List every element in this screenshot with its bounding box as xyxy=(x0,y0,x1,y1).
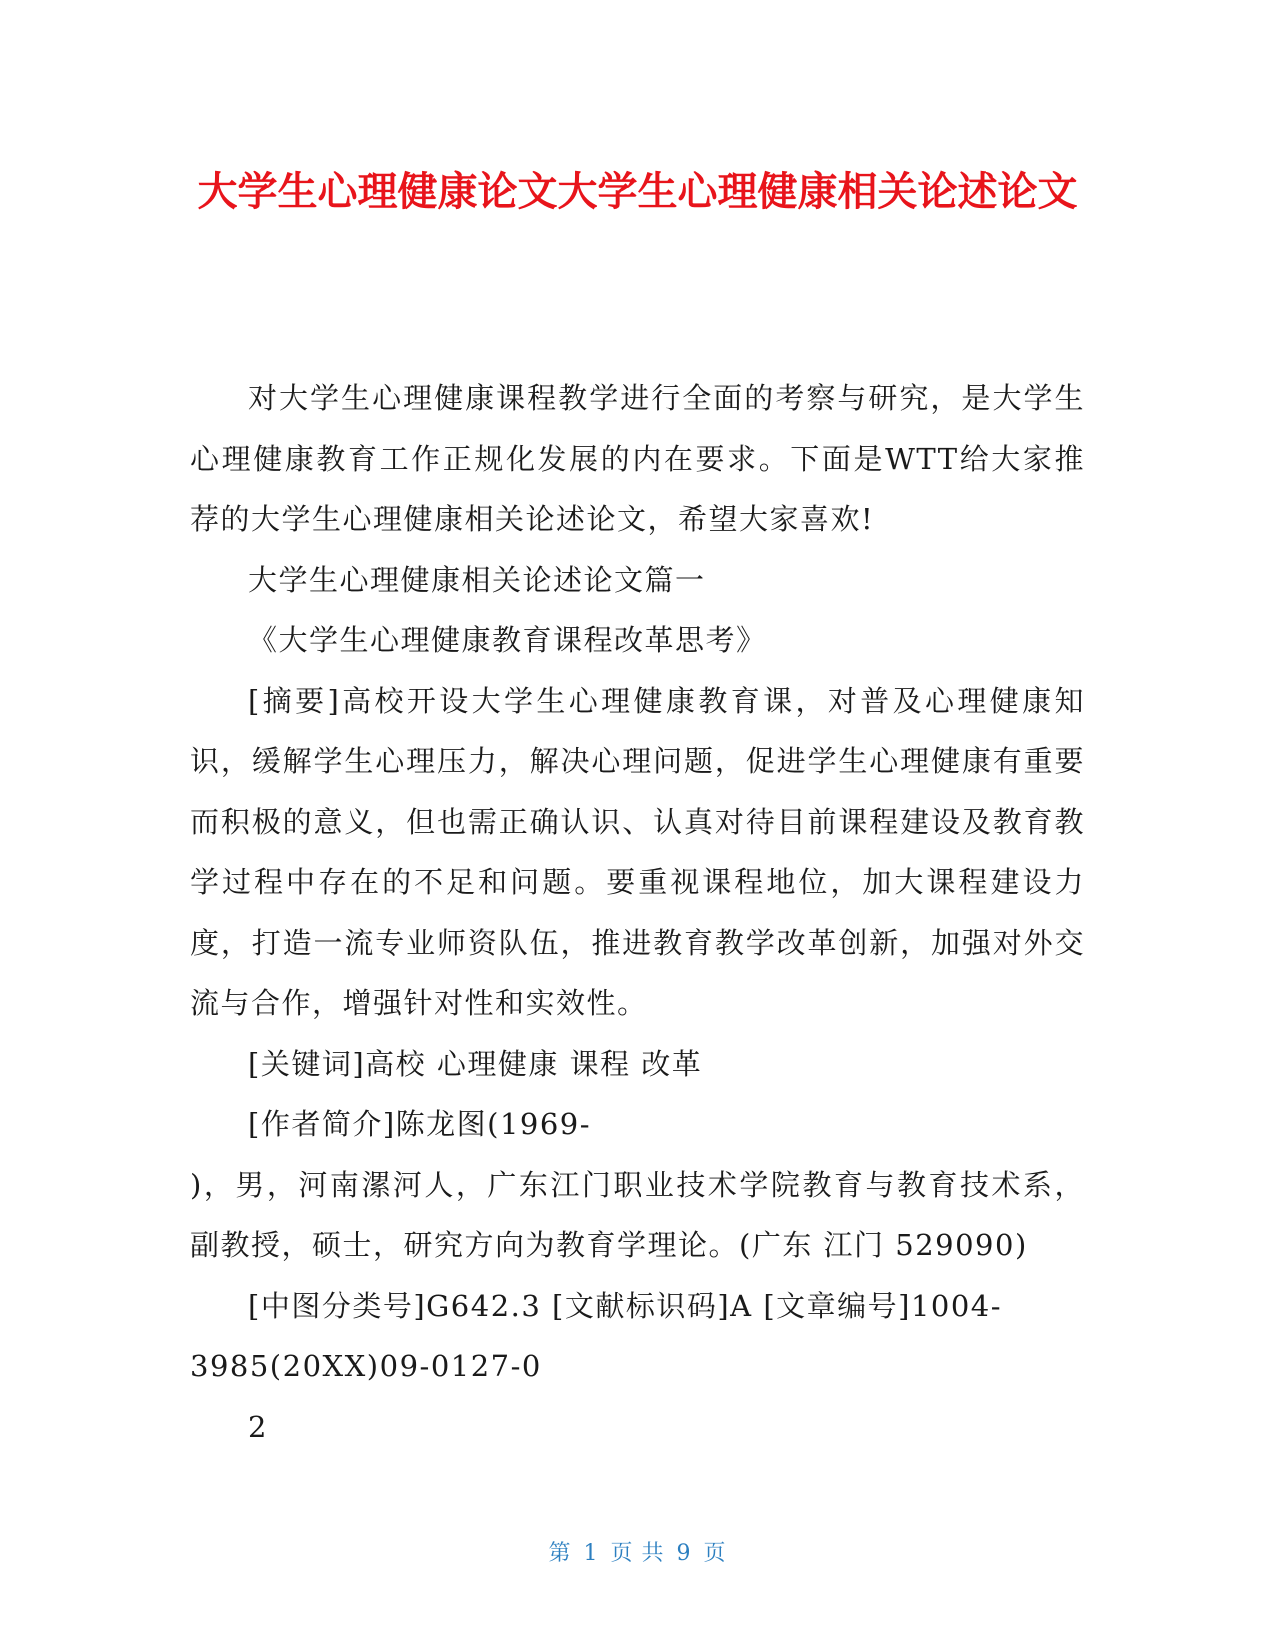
footer-middle: 页 共 xyxy=(610,1541,665,1566)
article-title: 《大学生心理健康教育课程改革思考》 xyxy=(248,623,767,657)
document-body xyxy=(190,368,1085,1457)
footer-total-pages: 9 xyxy=(676,1541,692,1566)
classification-line: [中图分类号]G642.3 [文献标识码]A [文章编号]1004- xyxy=(248,1288,1003,1323)
document-title: 大学生心理健康论文大学生心理健康相关论述论文 xyxy=(197,169,1078,215)
author-intro-continued: )，男，河南漯河人，广东江门职业技术学院教育与教育技术系，副教授，硕士，研究方向为教育学理论。(广东 江门 529090) xyxy=(190,1167,1085,1262)
author-intro-line: [作者简介]陈龙图(1969- xyxy=(248,1107,592,1141)
intro-paragraph: 对大学生心理健康课程教学进行全面的考察与研究，是大学生心理健康教育工作正规化发展的内在要求。下面是WTT给大家推荐的大学生心理健康相关论述论文，希望大家喜欢! xyxy=(190,381,1085,536)
footer-prefix: 第 xyxy=(548,1541,572,1566)
article-heading: 大学生心理健康相关论述论文篇一 xyxy=(248,562,706,597)
article-number-continued: 3985(20XX)09-0127-0 xyxy=(190,1349,542,1383)
keywords-paragraph: [关键词]高校 心理健康 课程 改革 xyxy=(248,1046,703,1081)
footer-suffix: 页 xyxy=(703,1541,727,1566)
footer-current-page: 1 xyxy=(583,1541,599,1566)
abstract-paragraph: [摘要]高校开设大学生心理健康教育课，对普及心理健康知识，缓解学生心理压力，解决心理问题，促进学生心理健康有重要而积极的意义，但也需正确认识、认真对待目前课程建设及教育教学过程中存在的不足和问题。要重视课程地位，加大课程建设力度，打造一流专业师资队伍，推进教育教学改革创新，加强对外交流与合作，增强针对性和实效性。 xyxy=(190,683,1085,1020)
article-number-tail: 2 xyxy=(248,1409,268,1444)
page-footer xyxy=(0,1536,1275,1567)
